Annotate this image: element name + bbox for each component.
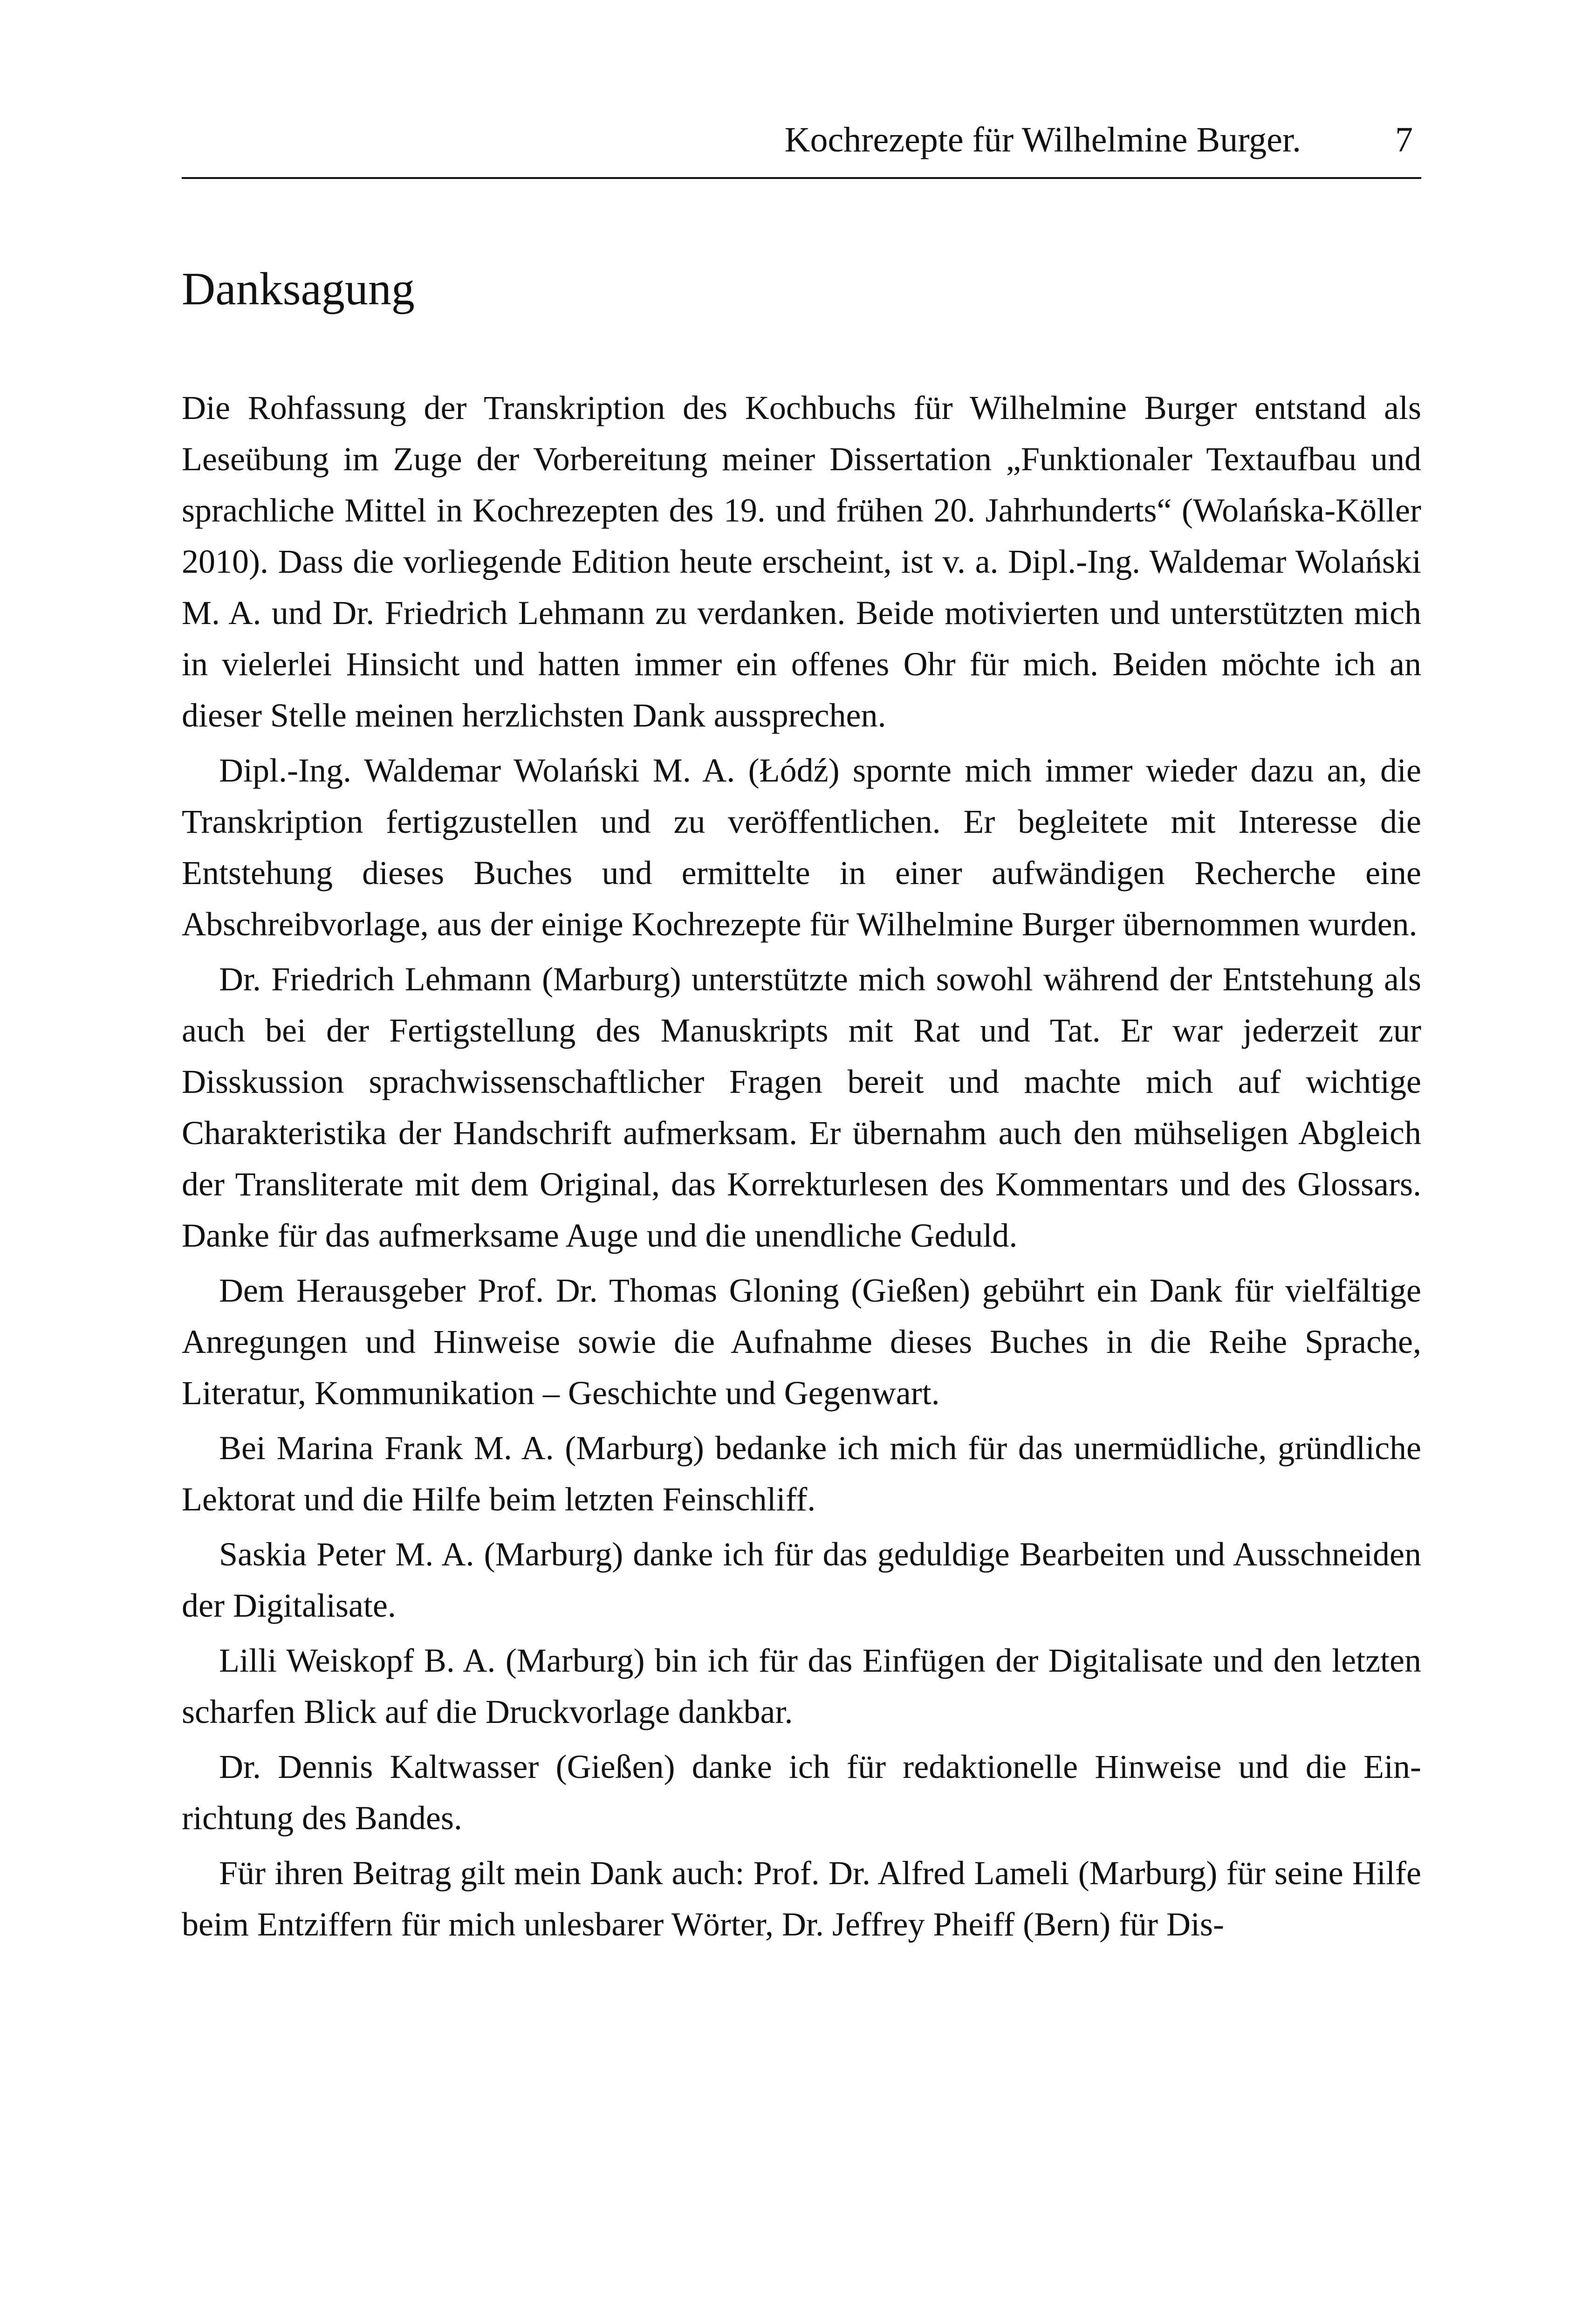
- paragraph-4: Dem Herausgeber Prof. Dr. Thomas Gloning (Gießen) gebührt ein Dank für vielfältige Anregungen und Hinweise sowie die Aufnahme dieses Buches in die Reihe Sprache, Literatur, Kommunikation – Geschichte und Gegenwart.: [182, 1272, 1421, 1412]
- paragraph-6: Saskia Peter M. A. (Marburg) danke ich für das geduldige Bearbeiten und Ausschneiden der Digitalisate.: [182, 1536, 1421, 1624]
- paragraph-1: Die Rohfassung der Transkription des Kochbuchs für Wilhelmine Burger entstand als Leseübung im Zuge der Vorbereitung meiner Dissertation „Funktionaler Textaufbau und sprachliche Mittel in Kochrezepten des 19. und frühen 20. Jahrhunderts“ (Wolańska-Köller 2010). Dass die vorliegende Edition heute erscheint, ist v. a. Dipl.-Ing. Waldemar Wolański M. A. und Dr. Friedrich Lehmann zu verdanken. Beide motivierten und unterstützten mich in vielerlei Hinsicht und hatten immer ein offenes Ohr für mich. Beiden möchte ich an dieser Stelle meinen herzlichsten Dank aussprechen.: [182, 389, 1421, 734]
- running-header: [182, 117, 1421, 179]
- paragraph-8: Dr. Dennis Kaltwasser (Gießen) danke ich für redaktionelle Hinweise und die Einrichtung des Bandes.: [182, 1748, 1421, 1837]
- paragraph-7: Lilli Weiskopf B. A. (Marburg) bin ich für das Einfügen der Digitalisate und den letzten scharfen Blick auf die Druckvorlage dankbar.: [182, 1642, 1421, 1730]
- page-number: 7: [1395, 120, 1413, 159]
- paragraph-2: Dipl.-Ing. Waldemar Wolański M. A. (Łódź) spornte mich immer wieder dazu an, die Transkription fertigzustellen und zu veröffentlichen. Er begleitete mit Interesse die Entstehung dieses Buches und ermittelte in einer aufwändigen Recherche eine Abschreibvorlage, aus der einige Kochrezepte für Wilhelmine Burger übernommen wurden.: [182, 752, 1421, 943]
- body-text: [182, 382, 1421, 1950]
- paragraph-9: Für ihren Beitrag gilt mein Dank auch: Prof. Dr. Alfred Lameli (Marburg) für seine Hilfe beim Entziffern für mich unlesbarer Wörter, Dr. Jeffrey Pheiff (Bern) für Dis-: [182, 1854, 1421, 1943]
- section-title: Danksagung: [182, 263, 415, 315]
- paragraph-5: Bei Marina Frank M. A. (Marburg) bedanke ich mich für das unermüdliche, gründliche Lektorat und die Hilfe beim letzten Feinschliff.: [182, 1429, 1421, 1518]
- paragraph-3: Dr. Friedrich Lehmann (Marburg) unterstützte mich sowohl während der Entstehung als auch bei der Fertigstellung des Manuskripts mit Rat und Tat. Er war jederzeit zur Disskussion sprachwissenschaftlicher Fragen bereit und machte mich auf wichtige Charakteristika der Handschrift aufmerksam. Er übernahm auch den mühseligen Abgleich der Transliterate mit dem Original, das Korrekturlesen des Kommentars und des Glossars. Danke für das aufmerksame Auge und die unendliche Geduld.: [182, 960, 1421, 1254]
- running-header-title: Kochrezepte für Wilhelmine Burger.: [784, 120, 1301, 159]
